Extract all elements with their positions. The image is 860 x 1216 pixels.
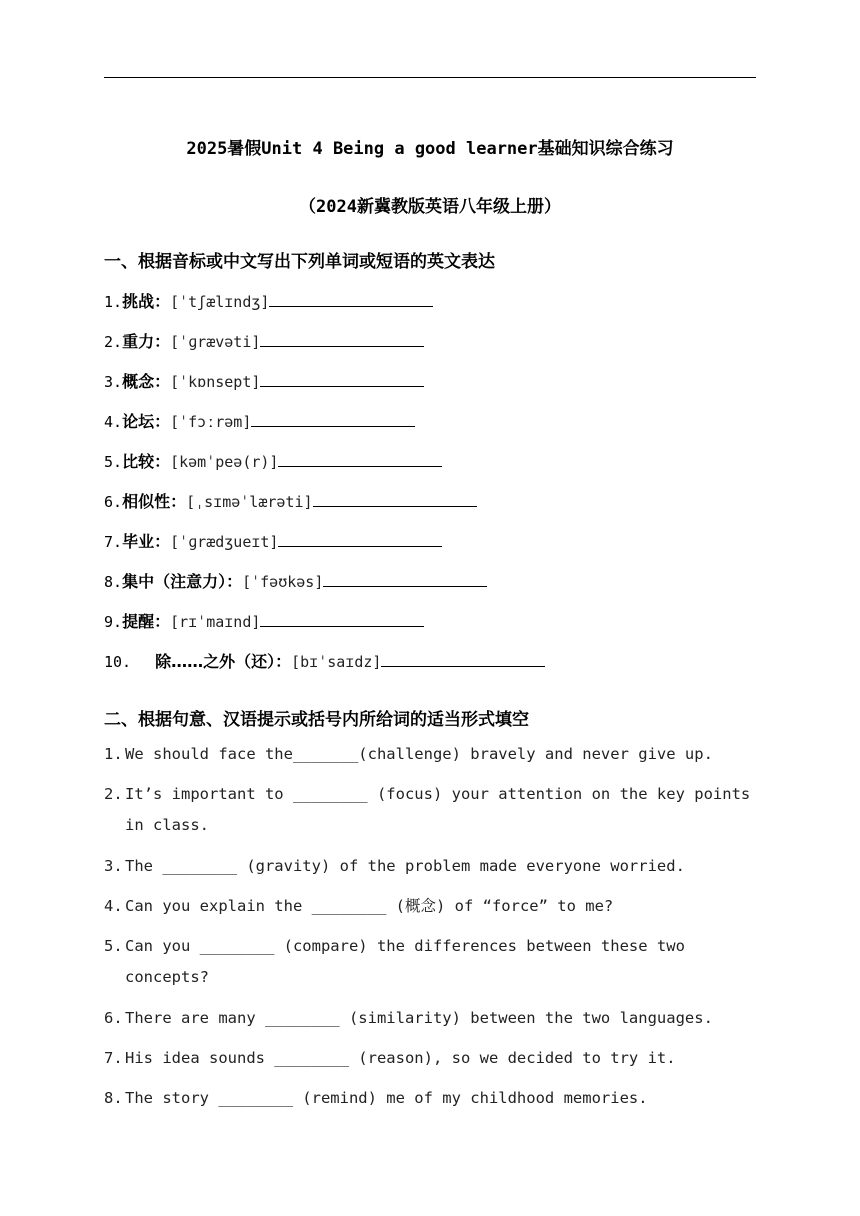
- vocab-item: 6.相似性：[ˌsɪməˈlærəti]: [104, 490, 477, 512]
- answer-blank[interactable]: [278, 530, 442, 547]
- page-title: 2025暑假Unit 4 Being a good learner基础知识综合练习: [186, 139, 674, 159]
- sentence-item: 4. Can you explain the ________ (概念) of “force” to me?: [104, 897, 614, 915]
- answer-blank[interactable]: [313, 490, 477, 507]
- answer-blank[interactable]: [260, 610, 424, 627]
- sentence-item: 6. There are many ________ (similarity) between the two languages.: [104, 1009, 713, 1027]
- top-rule: [104, 77, 756, 78]
- vocab-item: 9.提醒：[rɪˈmaɪnd]: [104, 610, 424, 632]
- answer-blank[interactable]: [323, 570, 487, 587]
- answer-blank[interactable]: [260, 330, 424, 347]
- vocab-item: 1.挑战：[ˈtʃælɪndʒ]: [104, 290, 433, 312]
- vocab-item: 5.比较：[kəmˈpeə(r)]: [104, 450, 442, 472]
- sentence-item: 8. The story ________ (remind) me of my childhood memories.: [104, 1089, 648, 1107]
- vocab-item: 3.概念：[ˈkɒnsept]: [104, 370, 424, 392]
- section1-heading: 一、根据音标或中文写出下列单词或短语的英文表达: [104, 252, 495, 272]
- sentence-item: 2. It’s important to ________ (focus) your attention on the key points in class.: [104, 785, 751, 834]
- sentence-item: 7. His idea sounds ________ (reason), so we decided to try it.: [104, 1049, 676, 1067]
- page-subtitle: （2024新冀教版英语八年级上册）: [299, 197, 561, 217]
- answer-blank[interactable]: [251, 410, 415, 427]
- sentence-item: 5. Can you ________ (compare) the differences between these two concepts?: [104, 937, 685, 986]
- vocab-item: 4.论坛：[ˈfɔːrəm]: [104, 410, 415, 432]
- vocab-item: 2.重力：[ˈɡrævəti]: [104, 330, 424, 352]
- sentence-item: 3. The ________ (gravity) of the problem made everyone worried.: [104, 857, 685, 875]
- vocab-item: 10. 除……之外（还）：[bɪˈsaɪdz]: [104, 650, 545, 672]
- answer-blank[interactable]: [381, 650, 545, 667]
- answer-blank[interactable]: [269, 290, 433, 307]
- sentence-item: 1. We should face the_______(challenge) bravely and never give up.: [104, 745, 713, 763]
- answer-blank[interactable]: [278, 450, 442, 467]
- answer-blank[interactable]: [260, 370, 424, 387]
- vocab-item: 8.集中（注意力）：[ˈfəʊkəs]: [104, 570, 487, 592]
- section2-heading: 二、根据句意、汉语提示或括号内所给词的适当形式填空: [104, 710, 529, 730]
- vocab-item: 7.毕业：[ˈɡrædʒueɪt]: [104, 530, 442, 552]
